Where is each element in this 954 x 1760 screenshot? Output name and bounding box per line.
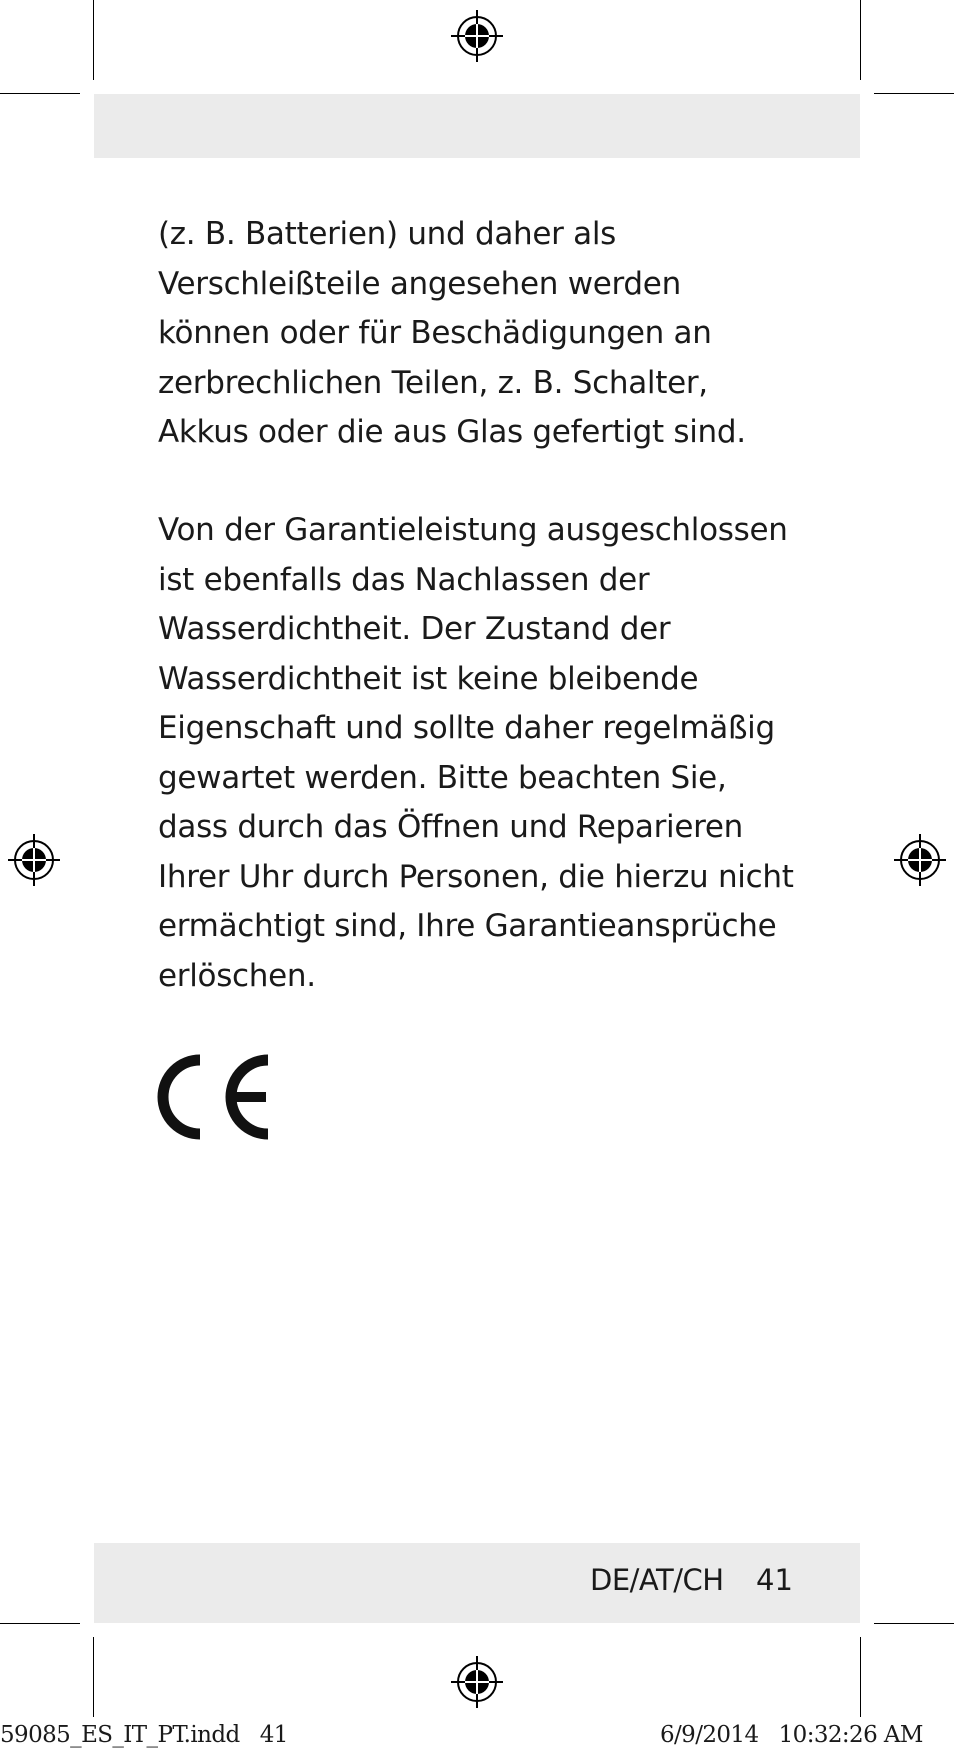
warranty-paragraph-2: Von der Garantieleistung ausgeschlossen ist ebenfalls das Nachlassen der Wasserdichtheit. Der Zustand der Wasserdichtheit ist keine bleibende Eigenschaft und sollte daher regelmäßig gewartet werden. Bitte beachten Sie, dass durch das Öffnen und Reparieren Ihrer Uhr durch Personen, die hierzu nicht ermächtigt sind, Ihre Garantieansprüche erlöschen. — [158, 512, 794, 994]
registration-mark-bottom-icon — [449, 1654, 505, 1710]
print-slug-datetime: 6/9/2014 10:32:26 AM — [660, 1722, 923, 1748]
crop-mark-top-left-vertical — [93, 0, 94, 80]
crop-mark-top-right-horizontal — [874, 93, 954, 94]
page-number: 41 — [756, 1563, 793, 1597]
crop-mark-top-right-vertical — [860, 0, 861, 80]
warranty-paragraph-1: (z. B. Batterien) und daher als Verschleißteile angesehen werden können oder für Beschädigungen an zerbrechlichen Teilen, z. B. Schalter, Akkus oder die aus Glas gefertigt sind. — [158, 216, 746, 450]
crop-mark-bottom-right-horizontal — [874, 1623, 954, 1624]
registration-mark-top-icon — [449, 8, 505, 64]
crop-mark-top-left-horizontal — [0, 93, 80, 94]
ce-mark-icon — [156, 1054, 274, 1140]
footer-band — [94, 1543, 860, 1623]
print-slug-filename: 59085_ES_IT_PT.indd 41 — [0, 1722, 288, 1748]
crop-mark-bottom-right-vertical — [860, 1637, 861, 1717]
footer-region-label: DE/AT/CH — [590, 1563, 724, 1597]
header-band — [94, 94, 860, 158]
crop-mark-bottom-left-vertical — [93, 1637, 94, 1717]
registration-mark-left-icon — [6, 832, 62, 888]
crop-mark-bottom-left-horizontal — [0, 1623, 80, 1624]
registration-mark-right-icon — [892, 832, 948, 888]
